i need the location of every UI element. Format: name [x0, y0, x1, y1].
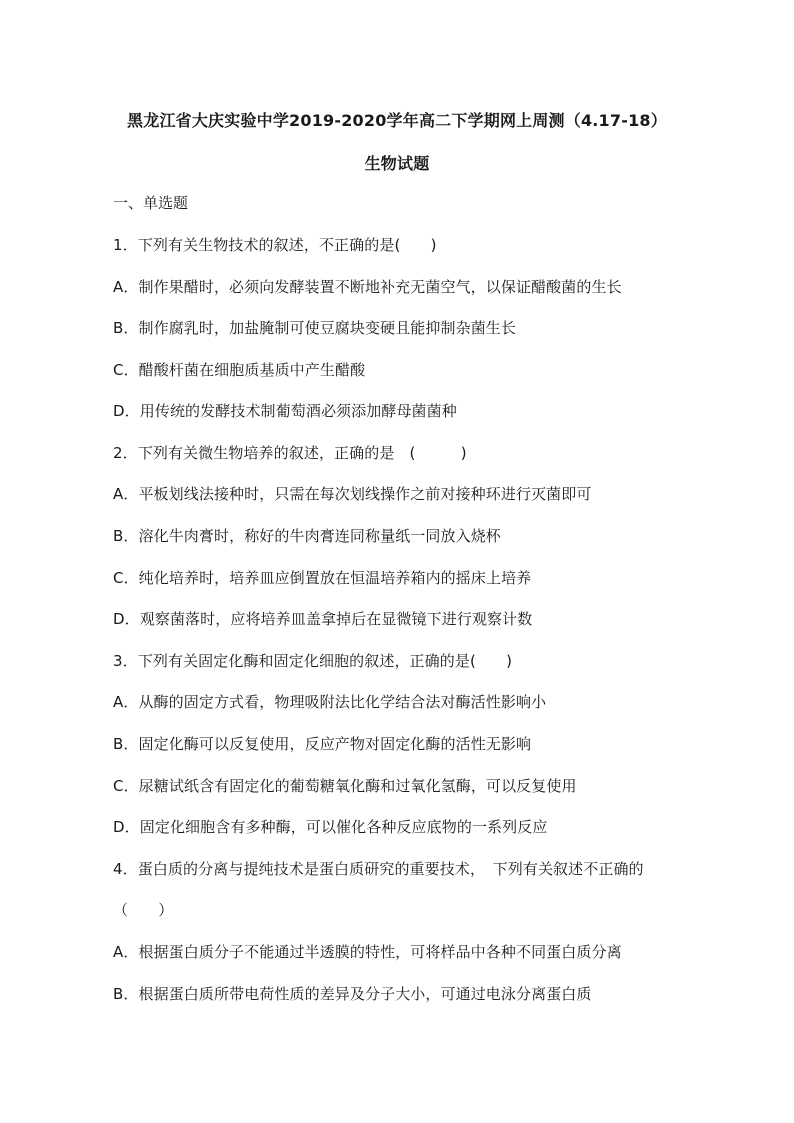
question-1-option-c: C．醋酸杆菌在细胞质基质中产生醋酸: [113, 361, 366, 379]
question-3-stem: 3．下列有关固定化酶和固定化细胞的叙述，正确的是( ): [113, 652, 513, 670]
question-2-option-a: A．平板划线法接种时，只需在每次划线操作之前对接种环进行灭菌即可: [113, 485, 592, 503]
question-4-stem: 4．蛋白质的分离与提纯技术是蛋白质研究的重要技术， 下列有关叙述不正确的: [113, 860, 644, 878]
question-4-stem-continuation: （ ）: [113, 901, 174, 919]
question-2-option-b: B．溶化牛肉膏时，称好的牛肉膏连同称量纸一同放入烧杯: [113, 527, 501, 545]
question-3-option-b: B．固定化酶可以反复使用，反应产物对固定化酶的活性无影响: [113, 735, 532, 753]
question-3-option-d: D．固定化细胞含有多种酶，可以催化各种反应底物的一系列反应: [113, 818, 548, 836]
question-2-option-d: D．观察菌落时，应将培养皿盖拿掉后在显微镜下进行观察计数: [113, 610, 533, 628]
document-title: 黑龙江省大庆实验中学2019-2020学年高二下学期网上周测（4.17-18）: [127, 111, 667, 130]
section-heading: 一、单选题: [113, 194, 189, 212]
question-1-stem: 1．下列有关生物技术的叙述，不正确的是( ): [113, 236, 437, 254]
question-1-option-d: D．用传统的发酵技术制葡萄酒必须添加酵母菌菌种: [113, 402, 457, 420]
question-4-option-a: A．根据蛋白质分子不能通过半透膜的特性，可将样品中各种不同蛋白质分离: [113, 943, 622, 961]
question-2-option-c: C．纯化培养时，培养皿应倒置放在恒温培养箱内的摇床上培养: [113, 569, 532, 587]
document-subtitle: 生物试题: [364, 154, 430, 173]
question-1-option-a: A．制作果醋时，必须向发酵装置不断地补充无菌空气，以保证醋酸菌的生长: [113, 278, 622, 296]
question-3-option-c: C．尿糖试纸含有固定化的葡萄糖氧化酶和过氧化氢酶，可以反复使用: [113, 777, 577, 795]
question-4-option-b: B．根据蛋白质所带电荷性质的差异及分子大小，可通过电泳分离蛋白质: [113, 985, 592, 1003]
question-1-option-b: B．制作腐乳时，加盐腌制可使豆腐块变硬且能抑制杂菌生长: [113, 319, 516, 337]
question-3-option-a: A．从酶的固定方式看，物理吸附法比化学结合法对酶活性影响小: [113, 693, 547, 711]
question-2-stem: 2．下列有关微生物培养的叙述，正确的是 ( ): [113, 444, 467, 462]
